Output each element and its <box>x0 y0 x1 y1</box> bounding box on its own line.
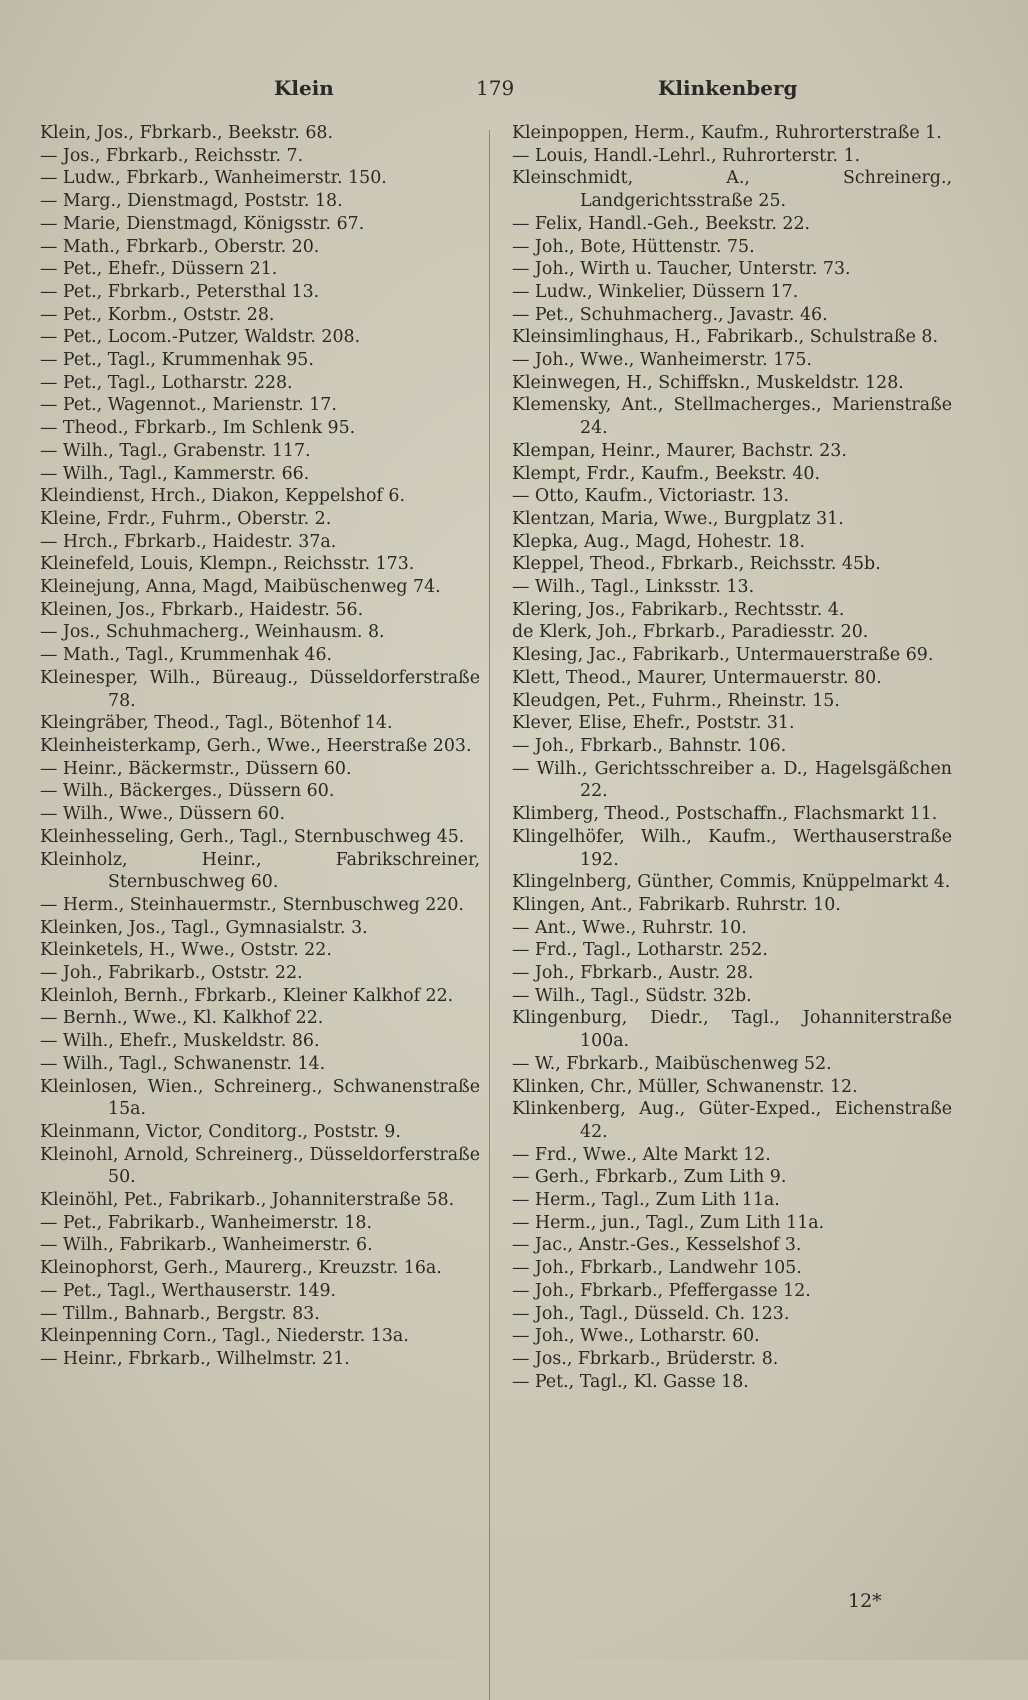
directory-entry: — Wilh., Gerichtsschreiber a. D., Hagelsgäßchen 22. <box>512 758 952 802</box>
directory-entry: Kleinschmidt, A., Schreinerg., Landgerichtsstraße 25. <box>512 168 952 212</box>
directory-entry: — Joh., Fbrkarb., Austr. 28. <box>512 963 754 984</box>
directory-entry: Klingelhöfer, Wilh., Kaufm., Werthauserstraße 192. <box>512 826 952 870</box>
directory-entry: Kleinen, Jos., Fbrkarb., Haidestr. 56. <box>40 599 364 620</box>
directory-entry: Kleudgen, Pet., Fuhrm., Rheinstr. 15. <box>512 690 840 711</box>
directory-entry: Klempt, Frdr., Kaufm., Beekstr. 40. <box>512 463 821 484</box>
directory-entry: — Herm., Tagl., Zum Lith 11a. <box>512 1190 780 1211</box>
directory-entry: Klimberg, Theod., Postschaffn., Flachsmarkt 11. <box>512 804 938 825</box>
directory-entry: Kleinholz, Heinr., Fabrikschreiner, Sternbuschweg 60. <box>40 849 480 893</box>
directory-entry: Kleinpoppen, Herm., Kaufm., Ruhrorterstraße 1. <box>512 123 942 143</box>
directory-entry: — Theod., Fbrkarb., Im Schlenk 95. <box>40 418 356 439</box>
directory-entry: Klinken, Chr., Müller, Schwanenstr. 12. <box>512 1076 858 1097</box>
directory-entry: de Klerk, Joh., Fbrkarb., Paradiesstr. 20. <box>512 622 869 643</box>
directory-entry: — Ludw., Winkelier, Düssern 17. <box>512 281 799 302</box>
directory-entry: Klingelnberg, Günther, Commis, Knüppelmarkt 4. <box>512 872 951 893</box>
directory-entry: — Felix, Handl.-Geh., Beekstr. 22. <box>512 213 811 234</box>
directory-entry: — Jos., Fbrkarb., Brüderstr. 8. <box>512 1348 779 1369</box>
directory-entry: — Pet., Ehefr., Düssern 21. <box>40 259 278 280</box>
signature-mark: 12* <box>848 1590 882 1612</box>
directory-entry: — Bernh., Wwe., Kl. Kalkhof 22. <box>40 1008 324 1029</box>
directory-entry: — Pet., Korbm., Oststr. 28. <box>40 304 275 325</box>
directory-entry: Kleinmann, Victor, Conditorg., Poststr. 9. <box>40 1121 401 1142</box>
directory-entry: — Joh., Wirth u. Taucher, Unterstr. 73. <box>512 259 851 280</box>
directory-entry: Kleinken, Jos., Tagl., Gymnasialstr. 3. <box>40 917 368 938</box>
directory-entry: — Otto, Kaufm., Victoriastr. 13. <box>512 486 790 507</box>
directory-entry: — W., Fbrkarb., Maibüschenweg 52. <box>512 1053 832 1074</box>
directory-entry: Klesing, Jac., Fabrikarb., Untermauerstraße 69. <box>512 645 934 666</box>
directory-entry: — Joh., Fbrkarb., Bahnstr. 106. <box>512 735 787 756</box>
directory-entry: — Joh., Wwe., Wanheimerstr. 175. <box>512 350 812 371</box>
directory-entry: — Joh., Wwe., Lotharstr. 60. <box>512 1326 760 1347</box>
directory-entry: Kleingräber, Theod., Tagl., Bötenhof 14. <box>40 713 393 734</box>
directory-entry: — Pet., Tagl., Lotharstr. 228. <box>40 372 293 393</box>
directory-entry: — Louis, Handl.-Lehrl., Ruhrorterstr. 1. <box>512 145 861 166</box>
directory-entry: — Pet., Locom.-Putzer, Waldstr. 208. <box>40 327 361 348</box>
header-right-keyword: Klinkenberg <box>658 76 798 100</box>
page-header <box>0 76 1028 106</box>
directory-entry: — Wilh., Tagl., Kammerstr. 66. <box>40 463 310 484</box>
directory-entry: — Herm., jun., Tagl., Zum Lith 11a. <box>512 1212 825 1233</box>
directory-entry: Klentzan, Maria, Wwe., Burgplatz 31. <box>512 508 844 529</box>
directory-entry: Klett, Theod., Maurer, Untermauerstr. 80. <box>512 667 882 688</box>
directory-entry: — Pet., Wagennot., Marienstr. 17. <box>40 395 337 416</box>
right-column <box>512 122 952 1393</box>
directory-entry: Kleinketels, H., Wwe., Oststr. 22. <box>40 940 332 961</box>
directory-entry: — Frd., Wwe., Alte Markt 12. <box>512 1144 771 1165</box>
directory-entry: Kleinwegen, H., Schiffskn., Muskeldstr. 128. <box>512 372 904 393</box>
directory-entry: Kleinesper, Wilh., Büreaug., Düsseldorferstraße 78. <box>40 667 480 711</box>
directory-entry: — Wilh., Tagl., Grabenstr. 117. <box>40 440 311 461</box>
directory-entry: — Frd., Tagl., Lotharstr. 252. <box>512 940 768 961</box>
directory-entry: — Heinr., Fbrkarb., Wilhelmstr. 21. <box>40 1348 350 1369</box>
directory-entry: — Herm., Steinhauermstr., Sternbuschweg 220. <box>40 894 464 915</box>
directory-entry: Kleinsimlinghaus, H., Fabrikarb., Schulstraße 8. <box>512 327 938 348</box>
directory-entry: Klinkenberg, Aug., Güter-Exped., Eichenstraße 42. <box>512 1099 952 1142</box>
directory-entry: Kleine, Frdr., Fuhrm., Oberstr. 2. <box>40 508 332 529</box>
directory-entry: Klein, Jos., Fbrkarb., Beekstr. 68. <box>40 123 333 143</box>
directory-entry: Kleinheisterkamp, Gerh., Wwe., Heerstraße 203. <box>40 735 472 756</box>
directory-entry: — Pet., Fabrikarb., Wanheimerstr. 18. <box>40 1212 373 1233</box>
left-column <box>40 122 480 1371</box>
directory-entry: — Heinr., Bäckermstr., Düssern 60. <box>40 758 352 779</box>
directory-entry: — Marg., Dienstmagd, Poststr. 18. <box>40 191 343 212</box>
directory-entry: — Pet., Tagl., Kl. Gasse 18. <box>512 1371 749 1392</box>
directory-entry: — Math., Tagl., Krummenhak 46. <box>40 645 333 666</box>
directory-entry: — Hrch., Fbrkarb., Haidestr. 37a. <box>40 531 337 552</box>
directory-entry: — Jos., Fbrkarb., Reichsstr. 7. <box>40 145 304 166</box>
directory-entry: Kleinpenning Corn., Tagl., Niederstr. 13a. <box>40 1326 409 1347</box>
directory-entry: — Pet., Schuhmacherg., Javastr. 46. <box>512 304 828 325</box>
directory-entry: — Wilh., Fabrikarb., Wanheimerstr. 6. <box>40 1235 373 1256</box>
directory-entry: Kleinejung, Anna, Magd, Maibüschenweg 74. <box>40 577 441 598</box>
directory-entry: — Jac., Anstr.-Ges., Kesselshof 3. <box>512 1235 802 1256</box>
directory-entry: Kleppel, Theod., Fbrkarb., Reichsstr. 45b. <box>512 554 881 575</box>
directory-entry: — Wilh., Ehefr., Muskeldstr. 86. <box>40 1031 320 1052</box>
directory-entry: — Joh., Fbrkarb., Landwehr 105. <box>512 1258 802 1279</box>
directory-entry: — Joh., Fbrkarb., Pfeffergasse 12. <box>512 1280 811 1301</box>
directory-entry: — Wilh., Bäckerges., Düssern 60. <box>40 781 335 802</box>
directory-entry: Klever, Elise, Ehefr., Poststr. 31. <box>512 713 795 734</box>
directory-entry: — Ludw., Fbrkarb., Wanheimerstr. 150. <box>40 168 387 189</box>
directory-entry: — Pet., Tagl., Krummenhak 95. <box>40 350 314 371</box>
directory-entry: Kleinohl, Arnold, Schreinerg., Düsseldorferstraße 50. <box>40 1144 480 1188</box>
directory-entry: — Wilh., Wwe., Düssern 60. <box>40 804 286 825</box>
directory-entry: — Joh., Bote, Hüttenstr. 75. <box>512 236 755 257</box>
directory-entry: Kleinlosen, Wien., Schreinerg., Schwanenstraße 15a. <box>40 1076 480 1120</box>
directory-entry: Kleindienst, Hrch., Diakon, Keppelshof 6. <box>40 486 405 507</box>
directory-entry: — Pet., Tagl., Werthauserstr. 149. <box>40 1280 337 1301</box>
directory-entry: — Wilh., Tagl., Schwanenstr. 14. <box>40 1053 326 1074</box>
directory-entry: Kleinöhl, Pet., Fabrikarb., Johanniterstraße 58. <box>40 1190 455 1211</box>
directory-entry: — Joh., Fabrikarb., Oststr. 22. <box>40 963 303 984</box>
directory-entry: Klingen, Ant., Fabrikarb. Ruhrstr. 10. <box>512 894 841 915</box>
directory-entry: Klempan, Heinr., Maurer, Bachstr. 23. <box>512 440 847 461</box>
directory-entry: — Gerh., Fbrkarb., Zum Lith 9. <box>512 1167 787 1188</box>
page-number: 179 <box>476 76 515 100</box>
directory-entry: — Wilh., Tagl., Linksstr. 13. <box>512 577 755 598</box>
directory-entry: — Marie, Dienstmagd, Königsstr. 67. <box>40 213 365 234</box>
directory-entry: — Joh., Tagl., Düsseld. Ch. 123. <box>512 1303 790 1324</box>
header-left-keyword: Klein <box>274 76 334 100</box>
directory-entry: Kleinloh, Bernh., Fbrkarb., Kleiner Kalkhof 22. <box>40 985 454 1006</box>
directory-entry: Klering, Jos., Fabrikarb., Rechtsstr. 4. <box>512 599 845 620</box>
directory-entry: — Jos., Schuhmacherg., Weinhausm. 8. <box>40 622 385 643</box>
directory-entry: Kleinophorst, Gerh., Maurerg., Kreuzstr. 16a. <box>40 1258 442 1279</box>
directory-entry: Kleinhesseling, Gerh., Tagl., Sternbuschweg 45. <box>40 826 465 847</box>
directory-entry: Klepka, Aug., Magd, Hohestr. 18. <box>512 531 806 552</box>
directory-entry: — Ant., Wwe., Ruhrstr. 10. <box>512 917 747 938</box>
directory-entry: Kleinefeld, Louis, Klempn., Reichsstr. 173. <box>40 554 415 575</box>
directory-entry: Klingenburg, Diedr., Tagl., Johanniterstraße 100a. <box>512 1008 952 1052</box>
directory-entry: — Tillm., Bahnarb., Bergstr. 83. <box>40 1303 320 1324</box>
directory-entry: — Wilh., Tagl., Südstr. 32b. <box>512 985 752 1006</box>
directory-entry: — Math., Fbrkarb., Oberstr. 20. <box>40 236 320 257</box>
column-divider <box>489 130 490 1700</box>
directory-entry: Klemensky, Ant., Stellmacherges., Marienstraße 24. <box>512 395 952 439</box>
directory-entry: — Pet., Fbrkarb., Petersthal 13. <box>40 281 320 302</box>
